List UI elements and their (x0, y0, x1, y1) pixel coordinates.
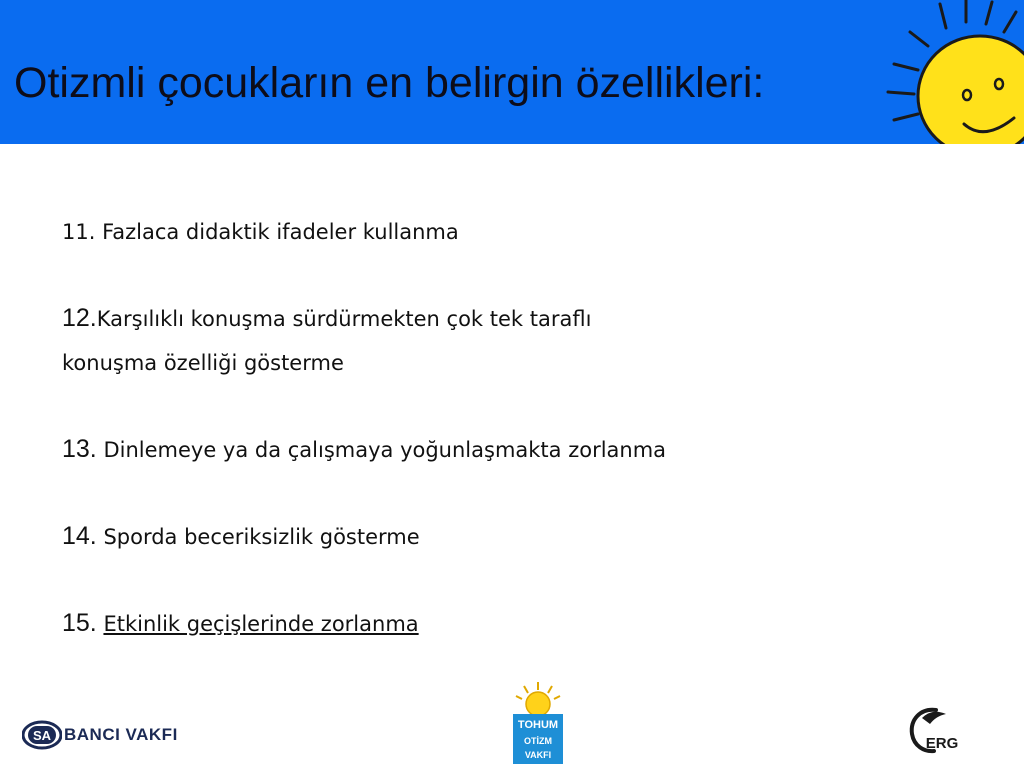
list-item: 14. Sporda beceriksizlik gösterme (62, 522, 420, 550)
svg-text:ERG: ERG (925, 735, 959, 752)
svg-text:VAKFI: VAKFI (524, 750, 552, 760)
sabanci-logo-icon (22, 720, 62, 750)
sabanci-text: BANCI VAKFI (64, 725, 178, 744)
sabanci-logo (22, 720, 178, 750)
sun-illustration-icon (880, 0, 1024, 144)
svg-text:OTİZM: OTİZM (524, 736, 552, 746)
list-item: 15. Etkinlik geçişlerinde zorlanma (62, 609, 419, 637)
slide-title: Otizmli çocukların en belirgin özellikleri: (14, 59, 765, 107)
svg-text:TOHUM: TOHUM (517, 719, 559, 731)
header-bar (0, 0, 1024, 144)
list-item: 11. Fazlaca didaktik ifadeler kullanma (62, 220, 459, 244)
list-item: 12.Karşılıklı konuşma sürdürmekten çok tek taraflı konuşma özelliği gösterme (62, 304, 592, 375)
slide-content (62, 210, 962, 646)
erg-logo-icon (906, 704, 962, 756)
tohum-logo-icon (510, 682, 566, 766)
list-item: 13. Dinlemeye ya da çalışmaya yoğunlaşmakta zorlanma (62, 435, 667, 463)
svg-text:SA: SA (32, 728, 52, 743)
